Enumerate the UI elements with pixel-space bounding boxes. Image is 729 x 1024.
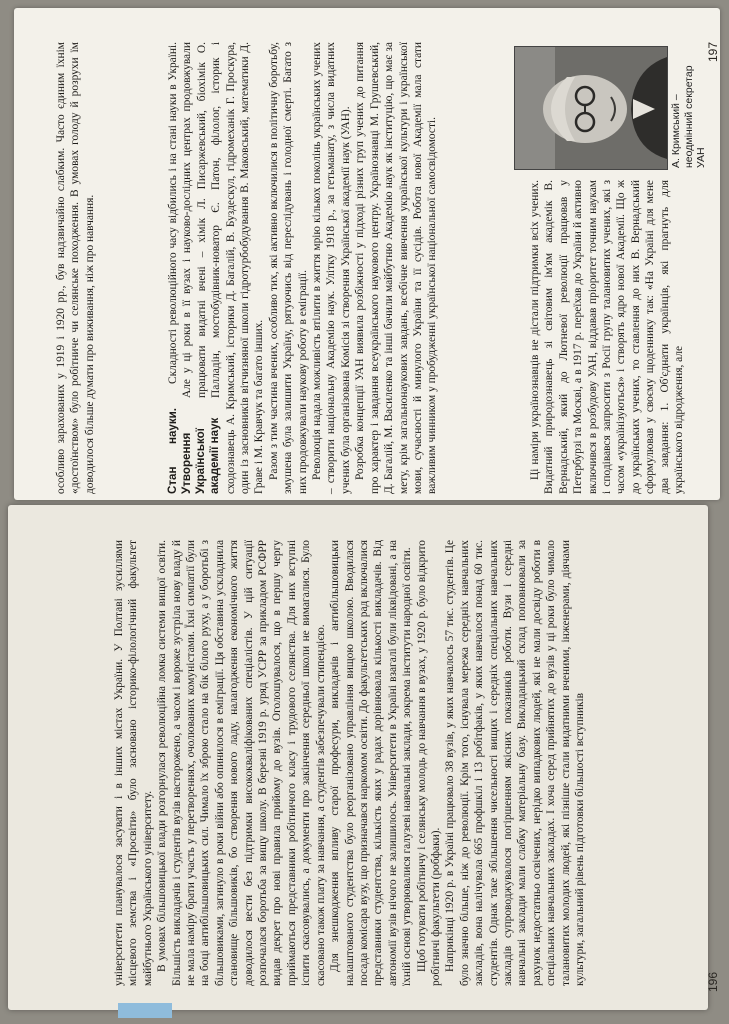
section-side-heading: Стан науки. Утворення Української академії наук	[166, 408, 221, 494]
right-page-lower-text	[528, 180, 686, 494]
portrait-photo-icon	[514, 46, 668, 170]
photo-caption: А. Кримський – неодмінний секретар УАН	[670, 65, 707, 168]
page-number-left: 196	[706, 971, 720, 992]
page-number-right: 197	[706, 41, 720, 62]
paragraph: Для знешкодження впливу старої професури, викладачів і антибільшовицьки налаштованого студентства було реорганізовано управління вищою школою. Вводилася посада комісара вузу, що призначався наркомом освіти. До факультетських рад включалися представники студентства, кількість яких у радах дорівнювала кількості викладачів. Від автономії вузів нічого не залишилось. Університети в Україні взагалі були ліквідовані, а на їхній основі утворювалися галузеві навчальні заклади, зокрема інститути народної освіти.	[329, 540, 414, 986]
paragraph: В умовах більшовицької влади розгорнулася революційна ломка системи вищої освіти. Більшість викладачів і студентів вузів насторожено, а часом і вороже зустріла нову владу й не мала наміру брати участь у перетвореннях, очолюваних комуністами. Їхні симпатії були на боці антибільшовицьких сил. Чимало їх зброю стало на бік білого руху, а у боротьбі з більшовиками, загинуло в роки війни або опинилося в еміграції. Ця обставина ускладнила становище більшовиків, бо створення нового ладу, налагодження економічного життя доводилося вести без підтримки висококваліфікованих спеціалістів. У цій ситуації розпочалася боротьба за вищу школу. В березні 1919 р. уряд УСРР за прикладом РСФРР видав декрет про нові правила прийому до вузів. Оголошувалося, що в першу чергу приймаються представники робітничого класу і трудового селянства. Для них вступні іспити скасовувались, а документи про закінчення середньої школи не вимагалися. Було скасовано також плату за навчання, а студентів забезпечували стипендією.	[156, 540, 327, 986]
paragraph: особливо зарахованих у 1919 і 1920 рр., був надзвичайно слабким. Часто єдиним їхнім «достоїнством» було робітниче чи селянське походження. В умовах голоду й розрухи їм доводилося більше думати про виживання, ніж про навчання.	[55, 42, 96, 494]
left-page-text	[112, 540, 587, 986]
paragraph: Разом з тим частина вчених, особливо тих, які активно включилися в політичну боротьбу, змушена була залишити Україну, рятуючись від переслідувань і голодної смерті. Багато з них продовжували наукову роботу в еміграції.	[267, 42, 309, 494]
paragraph: Складності революційного часу відбились і на стані науки в Україні. Але у ці роки в її вузах і науково-дослідних центрах продовжували працювати видатні вчені – хімік Л. Писаржевський, біохімік О. Палладін, мостобудівник-новатор Є. Патон, філолог, історик і сходознавець А. Кримський, історики Д. Багалій, В. Буздескул, гідромеханік Г. Проскура, один із засновників вітчизняної школи гідротурбобудування В. Маковський, математики Д. Граве і М. Кравчук та багато інших.	[167, 42, 266, 494]
paragraph: Ці наміри українознавців не дістали підтримки всіх учених. Видатний природознавець зі світовим ім'ям академік В. Вернадський, який до Лютневої революції працював у Петербурзі та Москві, а в 1917 р. переїхав до України й активно включився в розбудову УАН, віддавав пріоритет точним наукам і сподівався запросити з Росії групу талановитих учених, які з часом «українізуються» і створять ядро нової Академії. Що ж до українських учених, то ставлення до них В. Вернадський сформулював у своєму щоденнику так: «На Україні для мене два завдання: 1. Об'єднати українців, які прагнуть для українського відродження, але	[529, 180, 686, 494]
paragraph: Революція надала можливість втілити в життя мрію кількох поколінь українських учених – створити національну Академію наук. Улітку 1918 р., за гетьманату, з числа видатних учених була організована Комісія зі створення Української академії наук (УАН).	[311, 42, 352, 494]
page-197	[0, 34, 729, 504]
right-page-top-text	[54, 42, 97, 494]
paragraph: Розробка концепції УАН виявила розбіжності у підході різних груп учених до питання про характер і завдання всеукраїнського наукового центру. Українознавці М. Грушевський, Д. Багалій, М. Василенко та інші бачили майбутню Академію наук як інституцію, що має за мету, крім загальнонаукових завдань, всебічне вивчення української культури і української мови, сучасності й минулого України та її сусідів. Робота нової Академії мала стати важливим чинником у пробудженні української національної самосвідомості.	[354, 42, 439, 494]
science-section	[166, 42, 440, 494]
paragraph: університети планувалося засувати і в інших містах України. У Полтаві зусиллями місцевого земства і «Просвіти» було засновано історико-філологічний факультет майбутнього Українського університету.	[113, 540, 154, 986]
paragraph: Щоб готувати робітничу і селянську молодь до навчання в вузах, у 1920 р. було відкрито робітничі факультети (робфаки).	[415, 540, 442, 986]
page-196	[0, 530, 729, 998]
paragraph: Наприкінці 1920 р. в Україні працювало 38 вузів, у яких навчалось 57 тис. студентів. Це було значно більше, ніж до революції. Крім того, існувала мережа середніх навчальних закладів, вона налічувала 665 профшкіл і 13 робітфаків, у яких навчалося понад 60 тис. студентів. Однак таке збільшення чисельності вищих і середніх спеціальних навчальних закладів супроводжувалося погіршенням якісних показників роботи. Вузи і середні навчальні заклади мали слабку матеріальну базу. Викладацький склад поповнювали за рахунок недостатньо освічених, нерідко випадкових людей, які не мали досвіду роботи в спеціальних навчальних закладах. І хоча серед прийнятих до вузів у ці роки було чимало талановитих молодих людей, які пізніше стали видатними вченими, інженерами, діячами культури, загальний рівень підготовки більшості вступників	[444, 540, 586, 986]
